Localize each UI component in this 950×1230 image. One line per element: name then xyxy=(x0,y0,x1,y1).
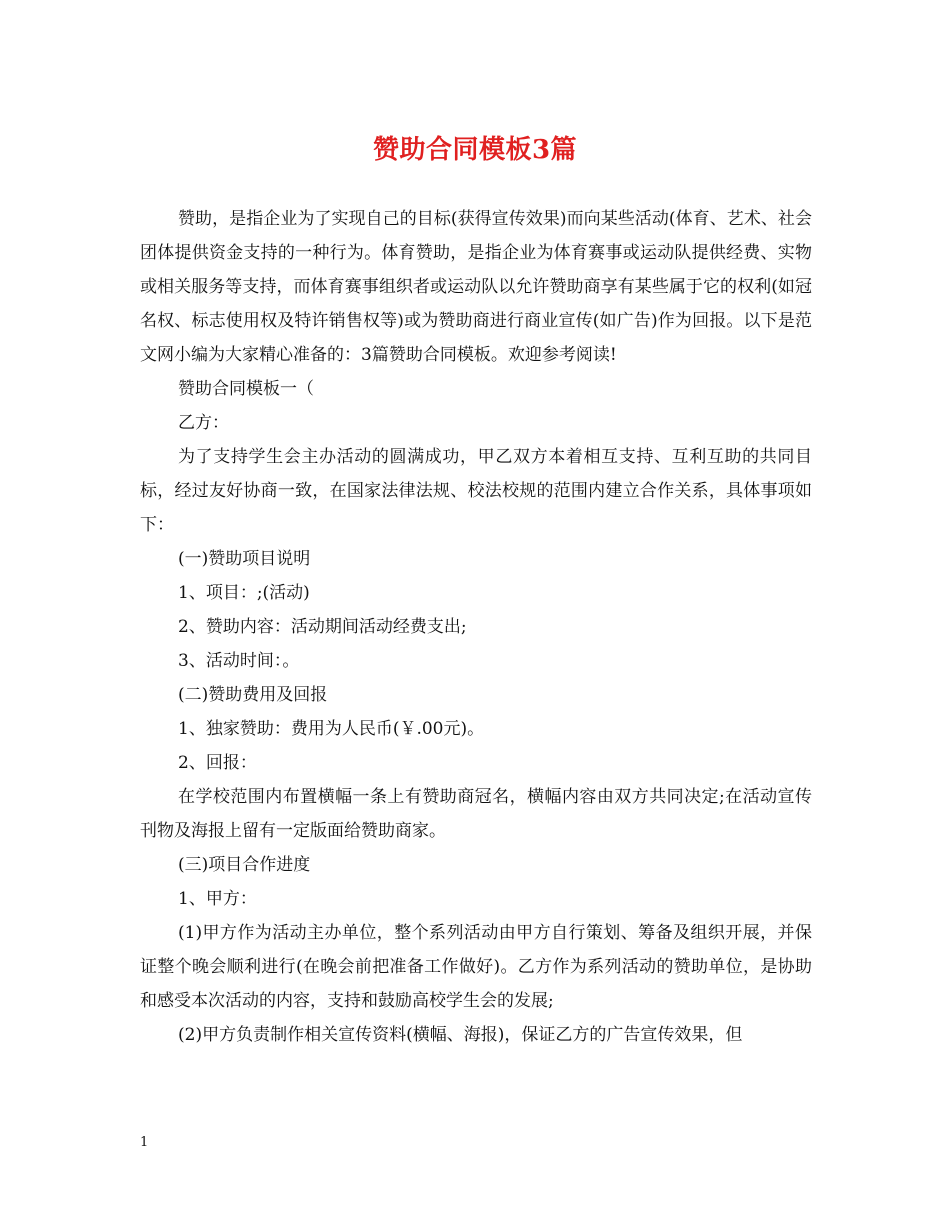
return-paragraph: 在学校范围内布置横幅一条上有赞助商冠名，横幅内容由双方共同决定;在活动宣传刊物及海报上留有一定版面给赞助商家。 xyxy=(140,787,812,841)
document-title: 赞助合同模板3篇 xyxy=(372,135,578,165)
clause-item: 2、回报： xyxy=(178,753,257,773)
party-b-line: 乙方： xyxy=(178,413,229,433)
clause-heading-1: (一)赞助项目说明 xyxy=(178,549,311,569)
clause-item: 1、独家赞助：费用为人民币(￥.00元)。 xyxy=(178,719,485,739)
section-heading-template-one: 赞助合同模板一（ xyxy=(178,379,314,399)
clause-item: 1、项目：;(活动) xyxy=(178,583,310,603)
party-a-duty-2: (2)甲方负责制作相关宣传资料(横幅、海报)，保证乙方的广告宣传效果，但 xyxy=(178,1025,743,1045)
clause-item: 3、活动时间：。 xyxy=(178,651,300,671)
intro-paragraph: 赞助，是指企业为了实现自己的目标(获得宣传效果)而向某些活动(体育、艺术、社会团体提供资金支持的一种行为。体育赞助，是指企业为体育赛事或运动队提供经费、实物或相关服务等支持，而体育赛事组织者或运动队以允许赞助商享有某些属于它的权利(如冠名权、标志使用权及特许销售权等)或为赞助商进行商业宣传(如广告)作为回报。以下是范文网小编为大家精心准备的：3篇赞助合同模板。欢迎参考阅读! xyxy=(140,209,812,365)
clause-heading-3: (三)项目合作进度 xyxy=(178,855,311,875)
clause-item: 2、赞助内容：活动期间活动经费支出; xyxy=(178,617,467,637)
document-body xyxy=(140,202,812,1052)
page-number: 1 xyxy=(140,1135,149,1150)
party-a-duty-1: (1)甲方作为活动主办单位，整个系列活动由甲方自行策划、筹备及组织开展，并保证整个晚会顺利进行(在晚会前把准备工作做好)。乙方作为系列活动的赞助单位，是协助和感受本次活动的内容，支持和鼓励高校学生会的发展; xyxy=(140,923,812,1011)
clause-heading-2: (二)赞助费用及回报 xyxy=(178,685,328,705)
clause-item: 1、甲方： xyxy=(178,889,257,909)
purpose-paragraph: 为了支持学生会主办活动的圆满成功，甲乙双方本着相互支持、互利互助的共同目标，经过友好协商一致，在国家法律法规、校法校规的范围内建立合作关系，具体事项如下： xyxy=(140,447,812,535)
